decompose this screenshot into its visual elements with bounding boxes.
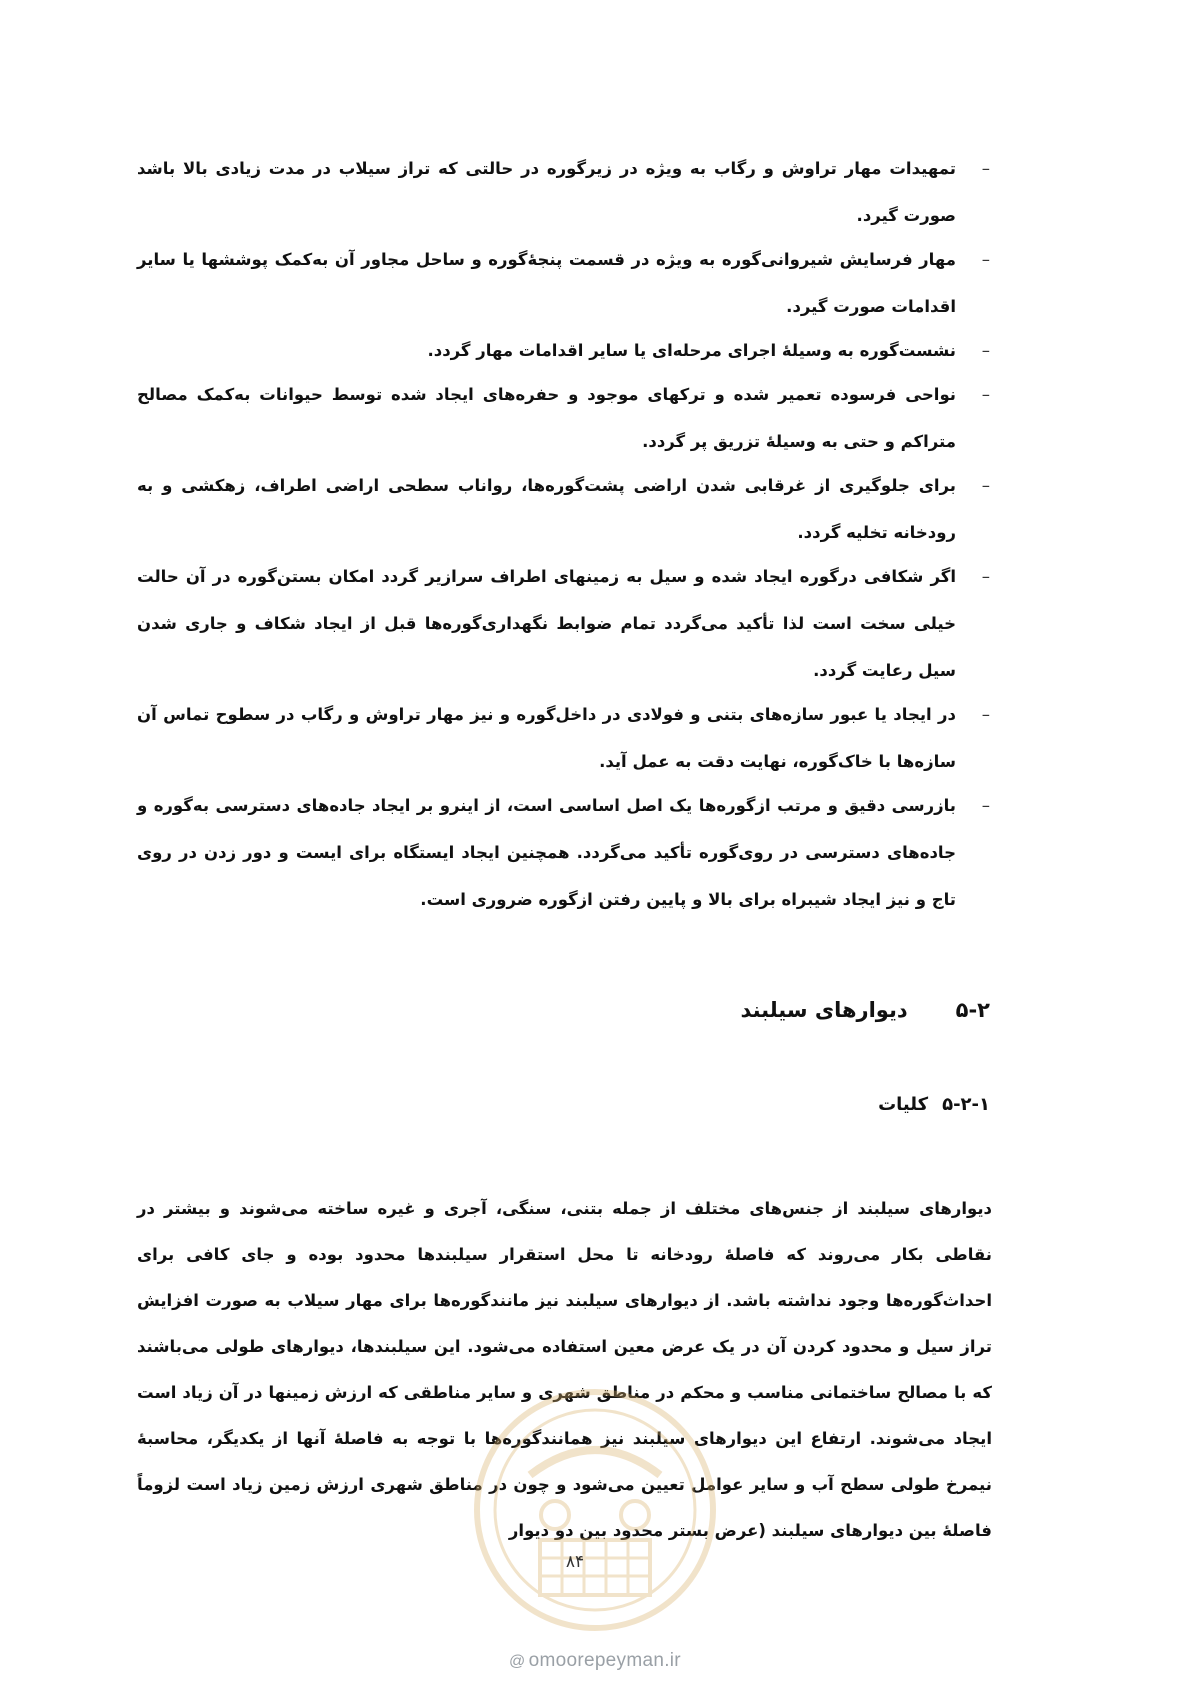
- footer-url-text: omoorepeyman.ir: [528, 1650, 681, 1671]
- subsection-title: کلیات: [878, 1094, 929, 1115]
- bullet-text: در ایجاد یا عبور سازه‌های بتنی و فولادی در داخل‌گوره و نیز مهار تراوش و رگاب در سطوح تماس آن سازه‌ها با خاک‌گوره، نهایت دقت به عمل آید.: [137, 705, 956, 771]
- section-number: ۵-۲: [955, 998, 990, 1022]
- bullet-text: مهار فرسایش شیروانی‌گوره به ویژه در قسمت پنجهٔ‌گوره و ساحل مجاور آن به‌کمک پوششها یا سایر اقدامات صورت گیرد.: [137, 250, 956, 316]
- section-heading: [740, 998, 990, 1022]
- bullet-dash: –: [981, 250, 990, 269]
- subsection-number: ۵-۲-۱: [942, 1094, 990, 1115]
- bullet-item: [137, 782, 992, 923]
- body-paragraph: دیوارهای سیلبند از جنس‌های مختلف از جمله بتنی، سنگی، آجری و غیره ساخته می‌شوند و بیشتر در نقاطی بکار می‌روند که فاصلهٔ رودخانه تا محل استقرار سیلبندها محدود بوده و جای کافی برای احداث‌گوره‌ها وجود نداشته باشد. از دیوارهای سیلبند نیز مانندگوره‌ها برای مهار سیلاب به صورت افزایش تراز سیل و محدود کردن آن در یک عرض معین استفاده می‌شود. این سیلبندها، دیوارهای طولی می‌باشند که با مصالح ساختمانی مناسب و محکم در مناطق شهری و سایر مناطقی که ارزش زمینها در آن زیاد است ایجاد می‌شوند. ارتفاع این دیوارهای سیلبند نیز همانندگوره‌ها با توجه به فاصلهٔ آنها از یکدیگر، محاسبهٔ نیمرخ طولی سطح آب و سایر عوامل تعیین می‌شود و چون در مناطق شهری ارزش زمین زیاد است لزوماً فاصلهٔ بین دیوارهای سیلبند (عرض بستر محدود بین دو دیوار: [137, 1199, 992, 1540]
- bullet-text: نواحی فرسوده تعمیر شده و ترکهای موجود و حفره‌های ایجاد شده توسط حیوانات به‌کمک مصالح متراکم و حتی به وسیلهٔ تزریق پر گردد.: [137, 385, 956, 451]
- bullet-dash: –: [981, 159, 990, 178]
- bullet-item: [137, 145, 992, 239]
- bullet-item: [137, 691, 992, 785]
- bullet-text: نشست‌گوره به وسیلهٔ اجرای مرحله‌ای یا سایر اقدامات مهار گردد.: [427, 341, 956, 360]
- bullet-text: تمهیدات مهار تراوش و رگاب به ویژه در زیرگوره در حالتی که تراز سیلاب در مدت زیادی بالا باشد صورت گیرد.: [137, 159, 956, 225]
- footer-watermark-url: [0, 1650, 1190, 1672]
- bullet-dash: –: [981, 705, 990, 724]
- bullet-item: [137, 462, 992, 556]
- bullet-text: بازرسی دقیق و مرتب ازگوره‌ها یک اصل اساسی است، از اینرو بر ایجاد جاده‌های دسترسی به‌گوره و جاده‌های دسترسی در روی‌گوره تأکید می‌گردد. همچنین ایجاد ایستگاه برای ایست و دور زدن در روی تاج و نیز ایجاد شیبراه برای بالا و پایین رفتن ازگوره ضروری است.: [137, 796, 956, 909]
- bullet-item: [137, 553, 992, 694]
- bullet-dash: –: [981, 567, 990, 586]
- at-icon: @: [509, 1653, 526, 1670]
- page-number: ۸۴: [565, 1552, 585, 1572]
- bullet-dash: –: [981, 476, 990, 495]
- bullet-dash: –: [981, 796, 990, 815]
- bullet-dash: –: [981, 385, 990, 404]
- bullet-item: [137, 371, 992, 465]
- bullet-dash: –: [981, 341, 990, 360]
- bullet-text: برای جلوگیری از غرقابی شدن اراضی پشت‌گوره‌ها، رواناب سطحی اراضی اطراف، زهکشی و به رودخانه تخلیه گردد.: [137, 476, 956, 542]
- subsection-heading: [878, 1094, 990, 1115]
- bullet-item: [137, 327, 992, 374]
- section-title: دیوارهای سیلبند: [740, 998, 908, 1022]
- bullet-text: اگر شکافی درگوره ایجاد شده و سیل به زمینهای اطراف سرازیر گردد امکان بستن‌گوره در آن حالت خیلی سخت است لذا تأکید می‌گردد تمام ضوابط نگهداری‌گوره‌ها قبل از ایجاد شکاف و جاری شدن سیل رعایت گردد.: [137, 567, 956, 680]
- bullet-list: [137, 148, 992, 923]
- bullet-item: [137, 236, 992, 330]
